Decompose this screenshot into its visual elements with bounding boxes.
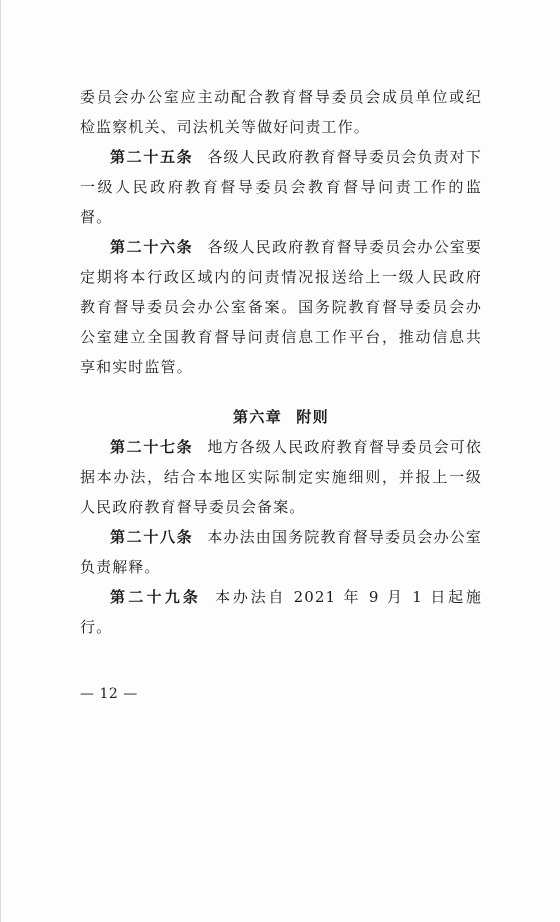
article-text: 地方各级人民政府教育督导委员会可依据本办法，结合本地区实际制定实施细则，并报上一级人民政府教育督导委员会备案。 — [80, 438, 482, 516]
paragraph-text: 委员会办公室应主动配合教育督导委员会成员单位或纪检监察机关、司法机关等做好问责工作。 — [80, 88, 482, 136]
article-number: 第二十六条 — [110, 238, 194, 256]
page-edge — [0, 0, 1, 922]
article-text: 各级人民政府教育督导委员会办公室要定期将本行政区域内的问责情况报送给上一级人民政府教育督导委员会办公室备案。国务院教育督导委员会办公室建立全国教育督导问责信息工作平台，推动信息共享和实时监管。 — [80, 238, 482, 376]
article-number: 第二十九条 — [110, 588, 202, 606]
article-number: 第二十八条 — [110, 528, 194, 546]
article-number: 第二十七条 — [110, 438, 194, 456]
chapter-number: 第六章 — [232, 408, 283, 426]
article-25 — [80, 142, 482, 232]
article-text: 各级人民政府教育督导委员会负责对下一级人民政府教育督导委员会教育督导问责工作的监督。 — [80, 148, 482, 226]
article-text: 本办法自 2021 年 9 月 1 日起施行。 — [80, 588, 482, 636]
article-27 — [80, 432, 482, 522]
page-number: — 12 — — [80, 686, 138, 702]
article-number: 第二十五条 — [110, 148, 194, 166]
chapter-title: 附则 — [296, 408, 329, 426]
article-28 — [80, 522, 482, 582]
chapter-heading — [80, 402, 482, 432]
article-29 — [80, 582, 482, 642]
paragraph-continued — [80, 82, 482, 142]
article-26 — [80, 232, 482, 382]
body-text — [80, 82, 482, 642]
article-text: 本办法由国务院教育督导委员会办公室负责解释。 — [80, 528, 482, 576]
